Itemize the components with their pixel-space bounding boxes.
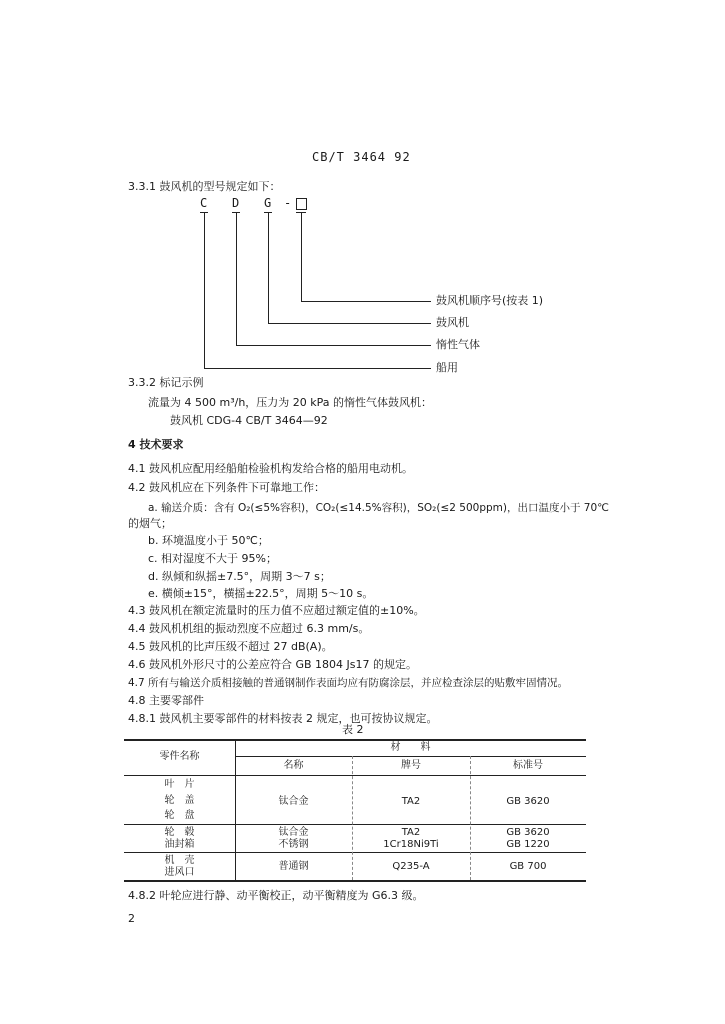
group2-standard-2: GB 1220 [506, 839, 550, 850]
model-dash: - [284, 196, 292, 210]
group1-grade: TA2 [401, 796, 421, 807]
model-letter-g: G [264, 196, 272, 210]
table-bottom-rule [124, 880, 586, 882]
group2-material-name-1: 钛合金 [278, 827, 309, 838]
label-marine: 船用 [436, 361, 458, 374]
model-letter-c: C [200, 196, 208, 210]
item-a: a. 输送介质：含有 O₂(≤5%容积)，CO₂(≤14.5%容积)，SO₂(≤2 500ppm)，出口温度小于 70℃ [148, 502, 609, 514]
table-header-bottom-rule [124, 775, 586, 776]
leader-d-vertical [236, 212, 237, 345]
leader-c-vertical [204, 212, 205, 368]
header-part-name: 零件名称 [159, 751, 200, 762]
example-line-1: 流量为 4 500 m³/h，压力为 20 kPa 的惰性气体鼓风机： [148, 396, 433, 409]
part-blade: 叶 片 [164, 779, 195, 790]
model-sequence-box [296, 198, 307, 210]
table-caption: 表 2 [342, 723, 364, 736]
paragraph-4-6: 4.6 鼓风机外形尺寸的公差应符合 GB 1804 Js17 的规定。 [128, 658, 418, 671]
document-header: CB/T 3464 92 [312, 150, 411, 164]
group3-grade: Q235-A [392, 861, 430, 872]
paragraph-4-4: 4.4 鼓风机机组的振动烈度不应超过 6.3 mm/s。 [128, 622, 370, 635]
item-a-continuation: 的烟气； [128, 517, 172, 530]
part-air-inlet: 进风口 [164, 867, 195, 878]
paragraph-4-8: 4.8 主要零部件 [128, 694, 204, 707]
item-e: e. 横倾±15°，横摇±22.5°，周期 5～10 s。 [148, 587, 374, 600]
header-material: 材 料 [390, 742, 431, 753]
item-d: d. 纵倾和纵摇±7.5°，周期 3～7 s； [148, 570, 331, 583]
group1-standard: GB 3620 [506, 796, 550, 807]
group3-standard: GB 700 [509, 861, 547, 872]
table-header-mid-rule [235, 756, 586, 757]
model-letter-d: D [232, 196, 240, 210]
part-wheel-cover: 轮 盖 [164, 795, 195, 806]
section-4-heading: 4 技术要求 [128, 438, 184, 451]
paragraph-4-8-2: 4.8.2 叶轮应进行静、动平衡校正，动平衡精度为 G6.3 级。 [128, 889, 424, 902]
label-blower: 鼓风机 [436, 316, 469, 329]
group2-standard-1: GB 3620 [506, 827, 550, 838]
part-wheel-disc: 轮 盘 [164, 810, 195, 821]
group2-material-name-2: 不锈钢 [278, 839, 309, 850]
leader-box-horizontal [301, 301, 431, 302]
paragraph-4-1: 4.1 鼓风机应配用经船舶检验机构发给合格的船用电动机。 [128, 462, 413, 475]
leader-box-vertical [301, 212, 302, 301]
paragraph-4-5: 4.5 鼓风机的比声压级不超过 27 dB(A)。 [128, 640, 333, 653]
label-inert-gas: 惰性气体 [436, 338, 480, 351]
part-oil-seal-box: 油封箱 [164, 839, 195, 850]
item-b: b. 环境温度小于 50℃； [148, 534, 269, 547]
paragraph-4-8-1: 4.8.1 鼓风机主要零部件的材料按表 2 规定，也可按协议规定。 [128, 712, 438, 725]
section-3-3-1: 3.3.1 鼓风机的型号规定如下： [128, 180, 281, 193]
label-sequence-number: 鼓风机顺序号(按表 1) [436, 294, 544, 307]
paragraph-4-7: 4.7 所有与输送介质相接触的普通钢制作表面均应有防腐涂层，并应检查涂层的贴敷牢固情况。 [128, 677, 569, 689]
group1-material-name: 钛合金 [278, 796, 309, 807]
example-line-2: 鼓风机 CDG-4 CB/T 3464—92 [170, 414, 328, 427]
table-group1-rule [124, 824, 586, 825]
group3-material-name: 普通钢 [278, 861, 309, 872]
page-number: 2 [128, 912, 135, 925]
group2-grade-1: TA2 [401, 827, 421, 838]
part-hub: 轮 毂 [164, 827, 195, 838]
paragraph-4-3: 4.3 鼓风机在额定流量时的压力值不应超过额定值的±10%。 [128, 604, 425, 617]
leader-g-horizontal [268, 323, 431, 324]
header-grade: 牌号 [401, 760, 421, 771]
item-c: c. 相对湿度不大于 95%； [148, 552, 277, 565]
leader-d-horizontal [236, 345, 431, 346]
table-group2-rule [124, 852, 586, 853]
paragraph-4-2: 4.2 鼓风机应在下列条件下可靠地工作： [128, 481, 325, 494]
header-standard: 标准号 [513, 760, 543, 771]
part-casing: 机 壳 [164, 855, 195, 866]
leader-g-vertical [268, 212, 269, 323]
leader-c-horizontal [204, 368, 431, 369]
group2-grade-2: 1Cr18Ni9Ti [383, 839, 439, 850]
header-name: 名称 [283, 760, 304, 771]
section-3-3-2: 3.3.2 标记示例 [128, 376, 204, 389]
